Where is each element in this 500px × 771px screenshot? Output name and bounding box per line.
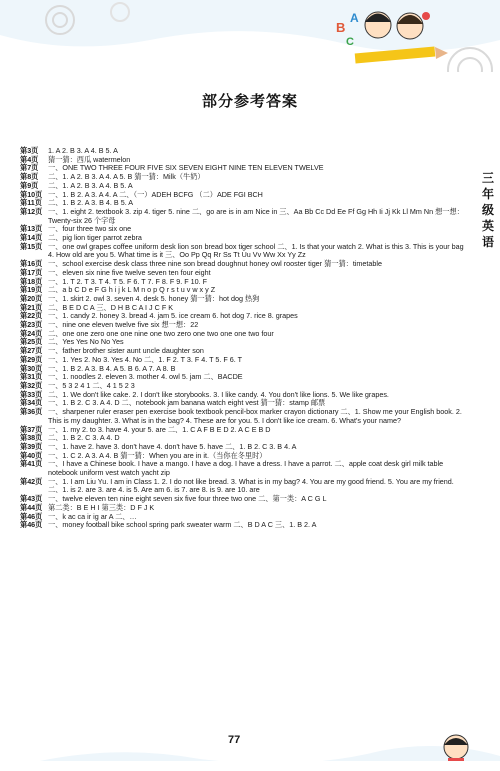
- answer-text: 二、B E D C A 三、D H B C A I J C F K: [48, 302, 174, 312]
- answer-text: 二、1. B 2. C 3. A 4. D: [48, 433, 120, 443]
- answer-text: 一、1. B 2. C 3. A 4. D 二、notebook jam banana watch eight vest 猜一猜：stamp 邮票: [48, 398, 326, 408]
- answer-page-label: 第3页: [20, 146, 39, 155]
- swirl-decoration: [458, 58, 482, 72]
- header-banner: [0, 0, 500, 72]
- swirl-decoration: [448, 48, 492, 72]
- answer-text: 猜一猜：西瓜 watermelon: [48, 154, 131, 164]
- answer-page-label: 第27页: [20, 346, 43, 356]
- answer-text: 一、I have a Chinese book. I have a mango. I have a dog. I have a dress. I have a parrot. 二、apple coat desk girl milk table notebook uniform vest watch yacht zip: [48, 459, 444, 478]
- answer-page-label: 第14页: [20, 233, 43, 243]
- answer-row: [20, 460, 468, 477]
- side-tab-label: 三年级英语: [481, 171, 494, 249]
- footer-decoration: [0, 731, 500, 761]
- answer-text: 一、school exercise desk class three nine son bread doughnut honey owl rooster tiger 猜一猜：timetable: [48, 259, 382, 269]
- answer-text: 二、pig lion tiger parrot zebra: [48, 233, 142, 243]
- answer-page-label: 第16页: [20, 259, 43, 269]
- page-number: 77: [228, 734, 241, 746]
- answer-page-label: 第25页: [20, 337, 43, 347]
- answer-row: [20, 208, 468, 225]
- answer-page-label: 第12页: [20, 206, 43, 216]
- answer-page-label: 第18页: [20, 276, 43, 286]
- answer-page-label: 第22页: [20, 311, 43, 321]
- answer-page-label: 第36页: [20, 407, 43, 417]
- answer-text: 一、eleven six nine five twelve seven ten four eight: [48, 267, 211, 277]
- answer-text: 二、1. A 2. B 3. A 4. B 5. A: [48, 180, 133, 190]
- answer-page-label: 第43页: [20, 494, 43, 504]
- answer-text: 一、father brother sister aunt uncle daughter son: [48, 346, 204, 356]
- answer-text: 一、1. T 2. T 3. T 4. T 5. F 6. T 7. F 8. F 9. F 10. F: [48, 276, 207, 286]
- answer-text: 一、1. noodles 2. eleven 3. mother 4. owl 5. jam 二、BACDE: [48, 372, 243, 382]
- answer-text: 一、sharpener ruler eraser pen exercise book textbook pencil-box marker crayon dictionary 二、1. Show me your English book. 2. This is my daughter. 3. What is in the bag? 4. These are for you. 5. I don't like ice cream. 6. What's your name?: [48, 407, 462, 425]
- answer-page-label: 第38页: [20, 433, 43, 443]
- answer-row: [20, 243, 468, 260]
- answer-text: 一、1. I am Liu Yu. I am in Class 1. 2. I do not like bread. 3. What is in my bag? 4. You are my good friend. 5. You are my friend. 二、1. is 2. are 3. are 4. is 5. Are am 6. is 7. are 8. is 9. are 10. are: [48, 476, 454, 495]
- answer-page-label: 第32页: [20, 380, 43, 390]
- answer-page-label: 第13页: [20, 224, 43, 234]
- answer-page-label: 第20页: [20, 293, 43, 303]
- answer-page-label: 第34页: [20, 398, 43, 408]
- answer-page-label: 第11页: [20, 198, 42, 208]
- answer-text: 一、twelve eleven ten nine eight seven six five four three two one 二、第一类：A C G L: [48, 494, 327, 504]
- answer-text: 二、1. B 2. A 3. B 4. B 5. A: [48, 198, 134, 208]
- answer-page-label: 第9页: [20, 180, 39, 190]
- answer-text: 一、1. my 2. to 3. have 4. your 5. are 二、1. C A F B E D 2. A C E B D: [48, 424, 271, 434]
- answer-text: 一、k ac ca ir ig ar A 二、…: [48, 511, 137, 521]
- letter-c: C: [346, 36, 354, 48]
- answer-page-label: 第39页: [20, 441, 43, 451]
- answer-page-label: 第15页: [20, 241, 43, 251]
- answer-text: 二、one one zero one one nine one two zero one two one one two four: [48, 328, 274, 338]
- answer-row: [20, 408, 468, 425]
- answer-text: 一、1. B 2. A 3. B 4. A 5. B 6. A 7. A 8. B: [48, 363, 176, 373]
- answer-text: 一、1. have 2. have 3. don't have 4. don't have 5. have 二、1. B 2. C 3. B 4. A: [48, 441, 297, 451]
- answer-page-label: 第7页: [20, 163, 39, 173]
- answer-page-label: 第46页: [20, 520, 43, 530]
- answer-page-label: 第24页: [20, 328, 43, 338]
- banner-wave: [0, 0, 500, 51]
- answer-text: 二、1. A 2. B 3. A 4. A 5. B 猜一猜：Milk（牛奶）: [48, 172, 205, 182]
- answer-text: 一、5 3 2 4 1 二、4 1 5 2 3: [48, 380, 135, 390]
- answer-text: 一、1. B 2. A 3. A 4. A 二、（一）ADEH BCFG （二）ADE FGI BCH: [48, 189, 263, 199]
- letter-b: B: [336, 20, 346, 35]
- answer-page-label: 第42页: [20, 476, 43, 486]
- answer-text: 一、1. candy 2. honey 3. bread 4. jam 5. ice cream 6. hot dog 7. rice 8. grapes: [48, 311, 298, 321]
- answer-text: 一、ONE TWO THREE FOUR FIVE SIX SEVEN EIGHT NINE TEN ELEVEN TWELVE: [48, 163, 324, 173]
- answer-page-label: 第40页: [20, 450, 43, 460]
- page-title: 部分参考答案: [201, 93, 298, 110]
- answer-text: 二、a b C D e F G h i j k L M n o p Q r s t u v w x y Z: [48, 285, 216, 295]
- answer-page-label: 第4页: [20, 154, 39, 164]
- answer-page-label: 第37页: [20, 424, 43, 434]
- answer-text: 二、Yes Yes No No Yes: [48, 337, 124, 347]
- letter-a: A: [350, 11, 359, 25]
- answer-text: 第二类：B E H I 第三类：D F J K: [48, 502, 155, 512]
- answer-page-label: 第33页: [20, 389, 43, 399]
- answer-text: 一、1. Yes 2. No 3. Yes 4. No 二、1. F 2. T 3. F 4. T 5. F 6. T: [48, 354, 243, 364]
- answer-page-label: 第17页: [20, 267, 43, 277]
- answer-page-label: 第10页: [20, 189, 43, 199]
- answer-text: 一、one owl grapes coffee uniform desk lion son bread box tiger school 二、1. Is that your watch 2. What is this 3. This is your bag 4. How old are you 5. What time is it 三、Oo Pp Qq Rr Ss Tt Uu Vv Ww Xx Yy Zz: [48, 241, 464, 260]
- answer-text: 1. A 2. B 3. A 4. B 5. A: [48, 146, 118, 155]
- answer-row: [20, 478, 468, 495]
- answer-text: 一、nine one eleven twelve five six 想一想：22: [48, 320, 199, 330]
- banner-art: [0, 0, 500, 72]
- footer-wave: [0, 746, 500, 761]
- answer-text: 二、1. We don't like cake. 2. I don't like storybooks. 3. I like candy. 4. You don't like lions. 5. We like grapes.: [48, 389, 389, 399]
- answer-text: 一、1. skirt 2. owl 3. seven 4. desk 5. honey 猜一猜：hot dog 热狗: [48, 293, 260, 303]
- answer-page-label: 第46页: [20, 511, 43, 521]
- answer-page-label: 第44页: [20, 502, 43, 512]
- answer-text: 一、1. eight 2. textbook 3. zip 4. tiger 5. nine 二、go are is in am Nice in 三、Aa Bb Cc Dd Ee Ff Gg Hh Ii Jj Kk Ll Mm Nn 想一想：Twenty-six 26 个字母: [48, 206, 464, 225]
- answer-row: [20, 521, 468, 530]
- answer-page-label: 第41页: [20, 459, 43, 469]
- answer-page-label: 第21页: [20, 302, 43, 312]
- answer-text: 一、money football bike school spring park sweater warm 二、B D A C 三、1. B 2. A: [48, 520, 317, 530]
- answer-page-label: 第29页: [20, 354, 43, 364]
- answer-page-label: 第30页: [20, 363, 43, 373]
- answer-page-label: 第31页: [20, 372, 43, 382]
- answer-page-label: 第8页: [20, 172, 39, 182]
- answer-page-label: 第23页: [20, 320, 43, 330]
- answer-text: 一、four three two six one: [48, 224, 132, 234]
- answer-list: [20, 147, 468, 530]
- answer-text: 一、1. C 2. A 3. A 4. B 猜一猜：When you are in it.（当你在冬里时）: [48, 450, 267, 460]
- answer-page-label: 第19页: [20, 285, 43, 295]
